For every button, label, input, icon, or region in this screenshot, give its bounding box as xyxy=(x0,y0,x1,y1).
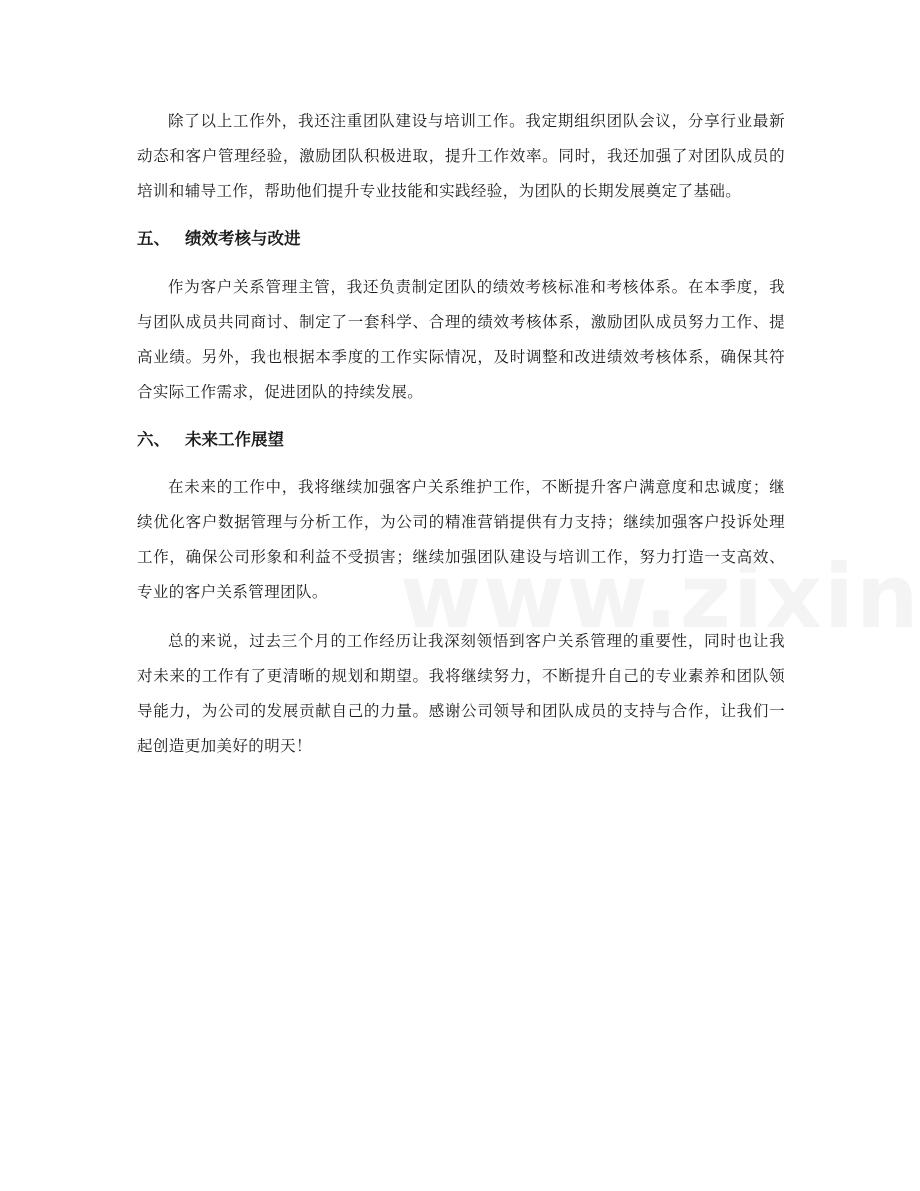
paragraph-performance: 作为客户关系管理主管，我还负责制定团队的绩效考核标准和考核体系。在本季度，我与团队成员共同商讨、制定了一套科学、合理的绩效考核体系，激励团队成员努力工作、提高业绩。另外，我也根据本季度的工作实际情况，及时调整和改进绩效考核体系，确保其符合实际工作需求，促进团队的持续发展。 xyxy=(137,278,785,401)
document-body xyxy=(137,104,785,764)
section-heading-performance xyxy=(137,221,785,256)
section-title: 绩效考核与改进 xyxy=(185,229,301,248)
paragraph-outlook: 在未来的工作中，我将继续加强客户关系维护工作，不断提升客户满意度和忠诚度；继续优化客户数据管理与分析工作，为公司的精准营销提供有力支持；继续加强客户投诉处理工作，确保公司形象和利益不受损害；继续加强团队建设与培训工作，努力打造一支高效、专业的客户关系管理团队。 xyxy=(137,478,785,601)
section-number: 六、 xyxy=(137,430,170,449)
section-number: 五、 xyxy=(137,229,170,248)
section-heading-outlook xyxy=(137,422,785,457)
section-title: 未来工作展望 xyxy=(185,430,284,449)
paragraph-conclusion: 总的来说，过去三个月的工作经历让我深刻领悟到客户关系管理的重要性，同时也让我对未来的工作有了更清晰的规划和期望。我将继续努力，不断提升自己的专业素养和团队领导能力，为公司的发展贡献自己的力量。感谢公司领导和团队成员的支持与合作，让我们一起创造更加美好的明天！ xyxy=(137,632,785,755)
paragraph-team-building: 除了以上工作外，我还注重团队建设与培训工作。我定期组织团队会议，分享行业最新动态和客户管理经验，激励团队积极进取，提升工作效率。同时，我还加强了对团队成员的培训和辅导工作，帮助他们提升专业技能和实践经验，为团队的长期发展奠定了基础。 xyxy=(137,112,785,200)
